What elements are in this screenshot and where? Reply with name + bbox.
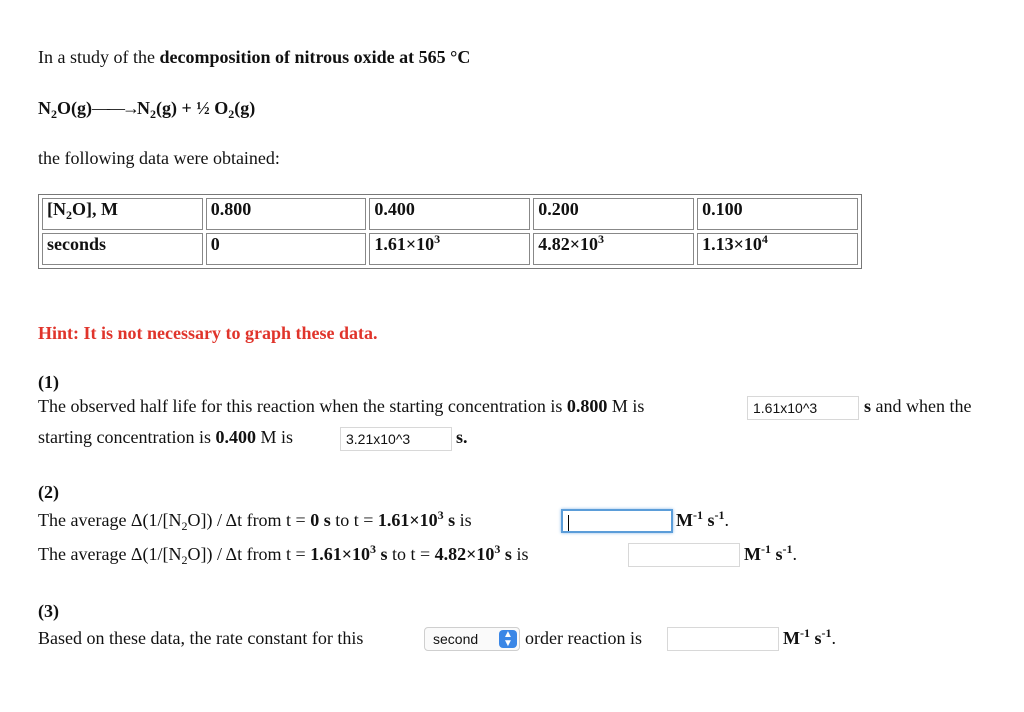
intro-bold: decomposition of nitrous oxide at 565 °C bbox=[159, 47, 471, 67]
row1-label-sub: 2 bbox=[66, 208, 72, 222]
q3-unit-end: . bbox=[831, 628, 837, 648]
cell-exp: 3 bbox=[597, 232, 604, 246]
product-middle: (g) + ½ O bbox=[156, 98, 229, 118]
q1-line2 bbox=[38, 427, 293, 448]
q2-unit1 bbox=[676, 510, 729, 531]
q2-unit1-s: s bbox=[703, 510, 715, 530]
q3-unit-exp2: -1 bbox=[821, 626, 832, 640]
table-cell: 0.800 bbox=[206, 198, 367, 230]
table-row bbox=[42, 233, 858, 265]
q3-unit-s: s bbox=[810, 628, 822, 648]
q2-line1-a: The average Δ(1/[N bbox=[38, 510, 182, 530]
product-n-sub: 2 bbox=[150, 107, 156, 121]
q2-unit2-end: . bbox=[792, 544, 798, 564]
hint-text: Hint: It is not necessary to graph these data. bbox=[38, 323, 378, 343]
half-life-input-1[interactable]: 1.61x10^3 bbox=[747, 396, 859, 420]
text-cursor bbox=[568, 515, 569, 531]
q2-line2-d: s bbox=[375, 544, 388, 564]
q2-line2-sub: 2 bbox=[181, 553, 188, 567]
q2-number: (2) bbox=[38, 482, 59, 502]
q1-line2-c: M is bbox=[255, 427, 293, 447]
q1-line1-a: The observed half life for this reaction when the starting concentration is bbox=[38, 396, 567, 416]
q2-unit2 bbox=[744, 544, 797, 565]
q2-line1-exp: 3 bbox=[437, 508, 444, 522]
row1-label-end: O], M bbox=[72, 199, 118, 219]
reactant-n: N bbox=[38, 98, 51, 118]
q2-line1-e: 1.61×10 bbox=[377, 510, 438, 530]
cell-base: 0 bbox=[210, 234, 220, 254]
q3-number: (3) bbox=[38, 601, 59, 621]
q2-unit1-exp2: -1 bbox=[714, 508, 725, 522]
q3-unit-m: M bbox=[783, 628, 800, 648]
intro-text bbox=[38, 47, 470, 68]
q1-line2-a: starting concentration is bbox=[38, 427, 216, 447]
table-cell bbox=[533, 233, 694, 265]
table-cell: 0.400 bbox=[369, 198, 530, 230]
cell-base: 1.61×10 bbox=[374, 234, 435, 254]
table-row bbox=[42, 198, 858, 230]
q2-line2-c: 1.61×10 bbox=[310, 544, 370, 564]
q1-line1-e: and when the bbox=[871, 396, 972, 416]
q3-line-a: Based on these data, the rate constant for this bbox=[38, 628, 364, 648]
half-life-input-2[interactable]: 3.21x10^3 bbox=[340, 427, 452, 451]
q2-line1-d: to t = bbox=[330, 510, 378, 530]
q2-unit1-m: M bbox=[676, 510, 693, 530]
reactant-sub: 2 bbox=[51, 107, 57, 121]
rate-constant-input[interactable] bbox=[667, 627, 779, 651]
q2-unit1-end: . bbox=[724, 510, 730, 530]
q2-unit2-exp1: -1 bbox=[761, 542, 771, 556]
q2-line1-sub: 2 bbox=[181, 519, 188, 533]
q2-line1-g: is bbox=[455, 510, 472, 530]
q2-line2-g: s bbox=[500, 544, 512, 564]
q3-line-b: order reaction is bbox=[525, 628, 642, 648]
q2-line1-f: s bbox=[443, 510, 456, 530]
table-cell: 0.100 bbox=[697, 198, 858, 230]
row1-label-a: [N bbox=[47, 199, 66, 219]
reaction-order-value: second bbox=[433, 631, 479, 647]
cell-base: 4.82×10 bbox=[538, 234, 598, 254]
product-n: N bbox=[137, 98, 150, 118]
q2-line2-b: O]) / Δt from t = bbox=[187, 544, 311, 564]
table-cell bbox=[206, 233, 367, 265]
table-cell: 0.200 bbox=[533, 198, 694, 230]
q1-number: (1) bbox=[38, 372, 59, 392]
select-arrow-icon: ▲ ▼ bbox=[499, 630, 517, 648]
product-o-sub: 2 bbox=[228, 107, 235, 121]
product-o-state: (g) bbox=[234, 98, 256, 118]
q2-line2-exp1: 3 bbox=[369, 542, 376, 556]
q2-unit2-exp2: -1 bbox=[782, 542, 793, 556]
following-text: the following data were obtained: bbox=[38, 148, 280, 168]
q2-line2-a: The average Δ(1/[N bbox=[38, 544, 182, 564]
rate-change-input-1[interactable] bbox=[561, 509, 673, 533]
q1-unit-s: s bbox=[864, 396, 872, 416]
q2-line2-exp2: 3 bbox=[494, 542, 501, 556]
q2-line2-e: to t = bbox=[387, 544, 435, 564]
q2-line2-h: is bbox=[511, 544, 529, 564]
reaction-order-select[interactable] bbox=[424, 627, 520, 651]
q1-line1-c: M is bbox=[607, 396, 645, 416]
cell-base: 1.13×10 bbox=[702, 234, 762, 254]
cell-exp: 4 bbox=[761, 232, 768, 246]
q2-unit2-m: M bbox=[744, 544, 761, 564]
table-cell bbox=[697, 233, 858, 265]
q2-line2-f: 4.82×10 bbox=[434, 544, 495, 564]
q3-unit-exp1: -1 bbox=[800, 626, 810, 640]
reaction-equation bbox=[38, 98, 255, 119]
rate-change-input-2[interactable] bbox=[628, 543, 740, 567]
row2-label: seconds bbox=[42, 233, 203, 265]
intro-prefix: In a study of the bbox=[38, 47, 160, 67]
q1-line1-b: 0.800 bbox=[566, 396, 608, 416]
q2-line2 bbox=[38, 544, 528, 565]
reactant-o: O(g) bbox=[57, 98, 92, 118]
reaction-arrow-icon: ——→ bbox=[92, 98, 137, 118]
data-table bbox=[38, 194, 862, 269]
q1-line1-tail bbox=[864, 396, 971, 417]
q2-unit2-s: s bbox=[771, 544, 783, 564]
row1-label bbox=[42, 198, 203, 230]
q2-unit1-exp1: -1 bbox=[693, 508, 703, 522]
table-cell bbox=[369, 233, 530, 265]
q2-line1-c: 0 s bbox=[310, 510, 331, 530]
q3-unit bbox=[783, 628, 836, 649]
q2-line1-b: O]) / Δt from t = bbox=[187, 510, 311, 530]
cell-exp: 3 bbox=[434, 232, 441, 246]
q1-line2-b: 0.400 bbox=[215, 427, 256, 447]
q1-line1 bbox=[38, 396, 644, 417]
q2-line1 bbox=[38, 510, 472, 531]
q1-line2-tail: s. bbox=[456, 427, 468, 447]
